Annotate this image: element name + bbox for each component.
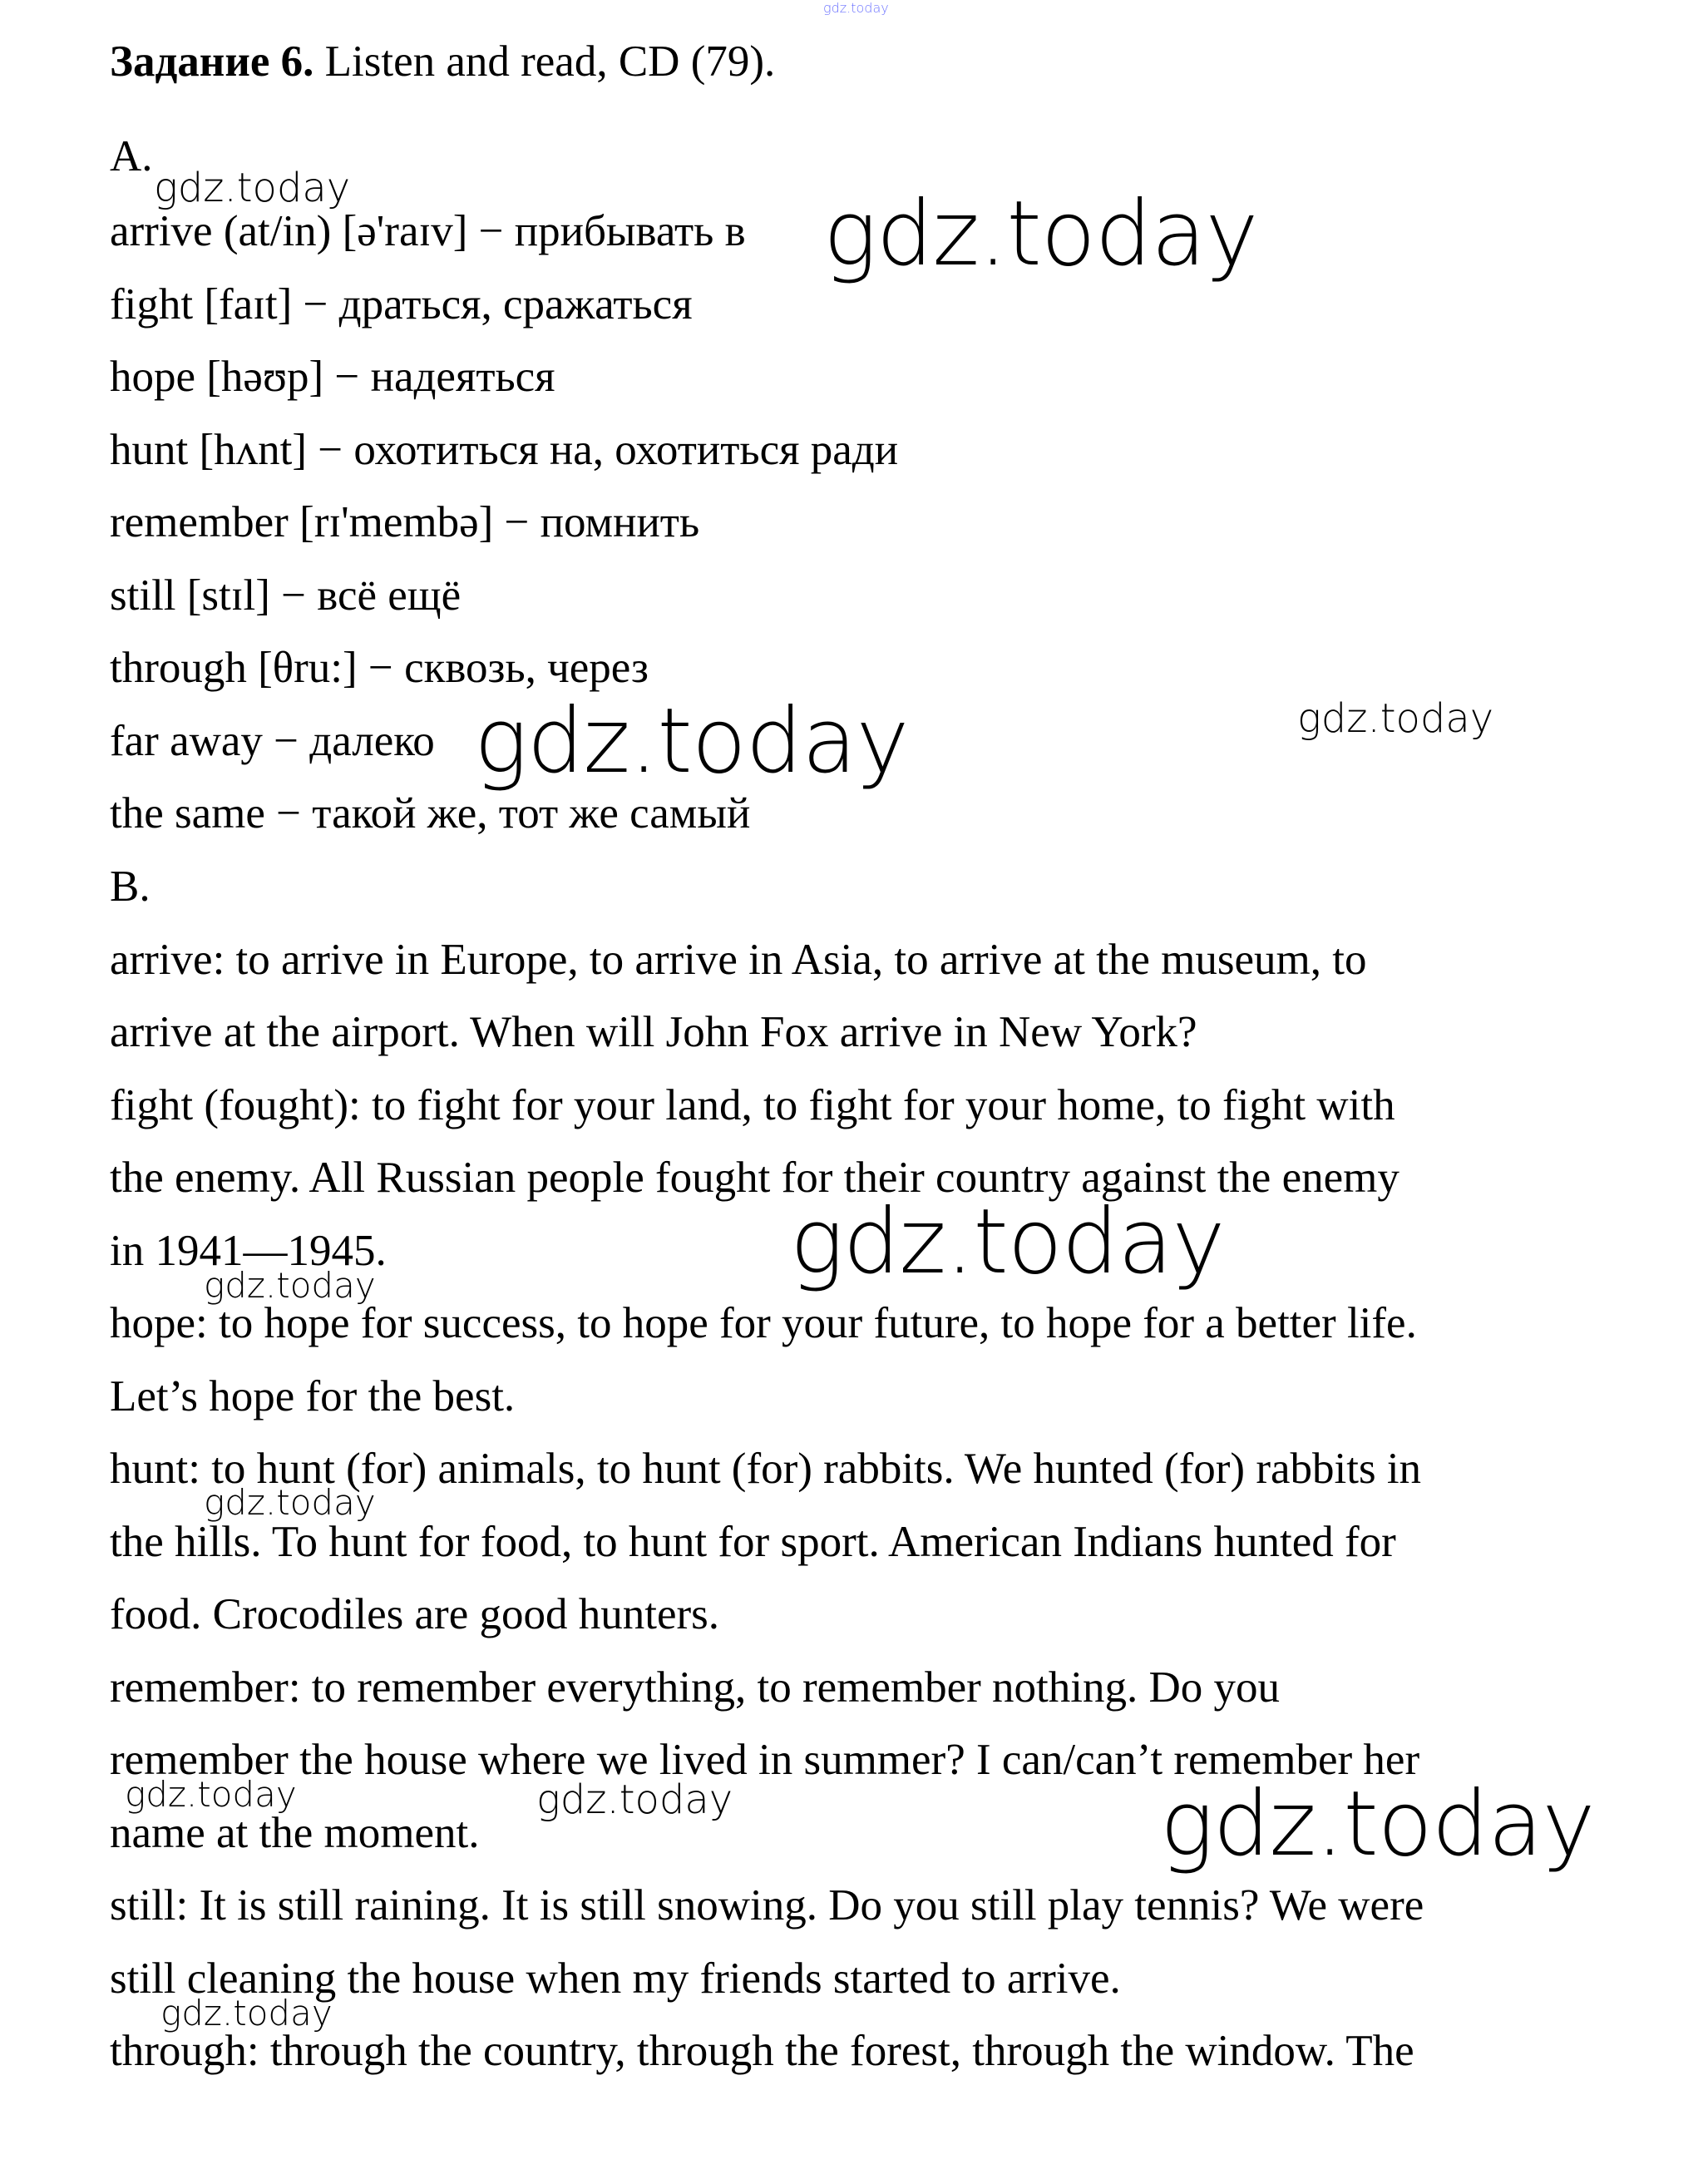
- text-line: the enemy. All Russian people fought for their country against the enemy: [110, 1154, 1399, 1202]
- text-line: the hills. To hunt for food, to hunt for sport. American Indians hunted for: [110, 1518, 1396, 1566]
- watermark: gdz.today: [790, 1190, 1225, 1294]
- task-label: Задание 6.: [110, 37, 314, 86]
- watermark: gdz.today: [823, 182, 1258, 286]
- vocab-entry: still [stɪl] − всё ещё: [110, 571, 462, 620]
- vocab-entry: hope [həʊp] − надеяться: [110, 353, 555, 401]
- watermark: gdz.today: [474, 689, 909, 793]
- watermark: gdz.today: [1297, 695, 1494, 742]
- text-line: fight (fought): to fight for your land, to fight for your home, to fight with: [110, 1081, 1395, 1129]
- text-line: name at the moment.: [110, 1809, 480, 1857]
- watermark: gdz.today: [536, 1776, 733, 1823]
- watermark: gdz.today: [204, 1265, 376, 1306]
- text-line: Let’s hope for the best.: [110, 1372, 516, 1421]
- vocab-entry: the same − такой же, тот же самый: [110, 789, 751, 838]
- text-line: arrive: to arrive in Europe, to arrive in Asia, to arrive at the museum, to: [110, 936, 1367, 984]
- vocab-entry: remember [rɪ'membə] − помнить: [110, 498, 700, 546]
- text-line: remember the house where we lived in summer? I can/can’t remember her: [110, 1736, 1420, 1784]
- text-line: hunt: to hunt (for) animals, to hunt (for) rabbits. We hunted (for) rabbits in: [110, 1445, 1422, 1493]
- watermark: gdz.today: [125, 1774, 297, 1815]
- watermark: gdz.today: [204, 1482, 376, 1523]
- watermark: gdz.today: [154, 165, 351, 211]
- vocab-entry: hunt [hʌnt] − охотиться на, охотиться ради: [110, 426, 899, 474]
- text-line: food. Crocodiles are good hunters.: [110, 1590, 719, 1638]
- watermark: gdz.today: [823, 0, 889, 16]
- text-line: hope: to hope for success, to hope for your future, to hope for a better life.: [110, 1299, 1417, 1347]
- task-text: Listen and read, CD (79).: [313, 37, 776, 86]
- vocab-entry: arrive (at/in) [ə'raɪv] − прибывать в: [110, 207, 746, 255]
- text-line: remember: to remember everything, to remember nothing. Do you: [110, 1663, 1281, 1712]
- section-a-label: A.: [110, 132, 153, 180]
- watermark: gdz.today: [160, 1993, 333, 2033]
- watermark: gdz.today: [1160, 1772, 1595, 1876]
- task-heading: [110, 37, 776, 86]
- text-line: in 1941—1945.: [110, 1227, 387, 1275]
- vocab-entry: through [θru:] − сквозь, через: [110, 644, 649, 692]
- text-line: still: It is still raining. It is still snowing. Do you still play tennis? We were: [110, 1881, 1424, 1930]
- text-line: still cleaning the house when my friends started to arrive.: [110, 1954, 1121, 2003]
- vocab-entry: far away − далеко: [110, 717, 435, 765]
- section-b-label: B.: [110, 862, 151, 911]
- vocab-entry: fight [faɪt] − драться, сражаться: [110, 280, 693, 329]
- text-line: arrive at the airport. When will John Fox arrive in New York?: [110, 1008, 1197, 1056]
- text-line: through: through the country, through the forest, through the window. The: [110, 2027, 1414, 2075]
